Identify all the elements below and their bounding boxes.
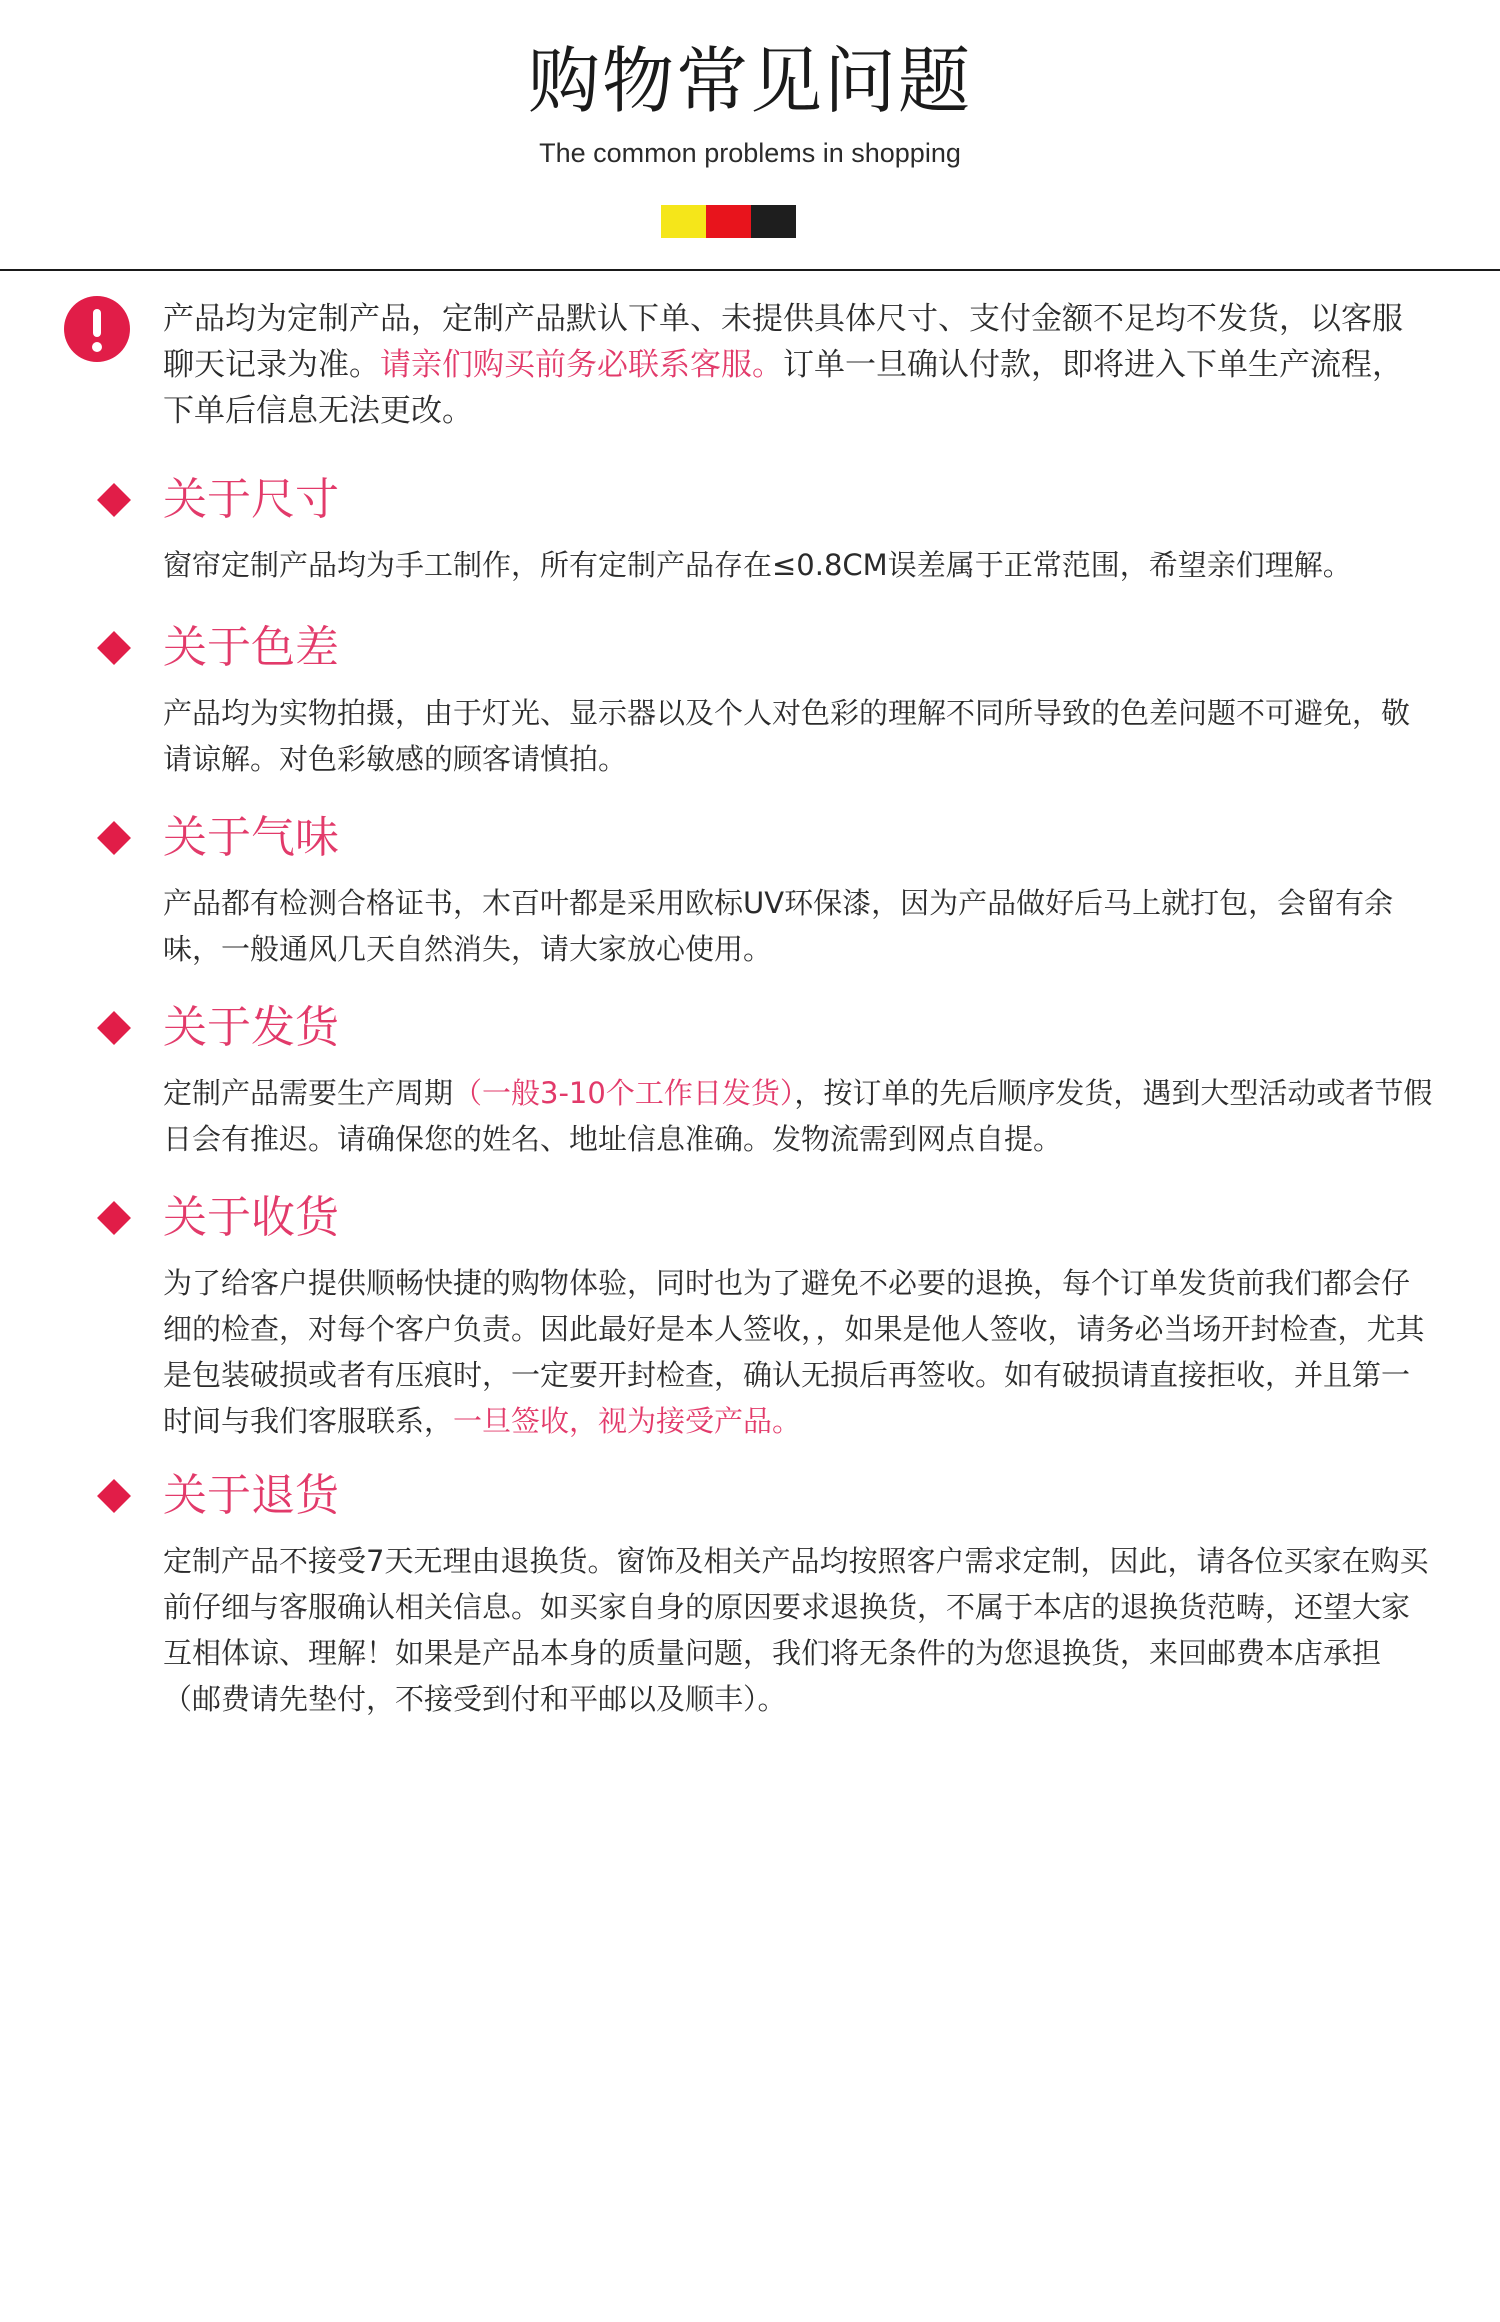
section-body-before: 为了给客户提供顺畅快捷的购物体验，同时也为了避免不必要的退换，每个订单发货前我们都会仔细的检查，对每个客户负责。因此最好是本人签收，，如果是他人签收，请务必当场开封检查，尤其是包装破损或者有压痕时，一定要开封检查，确认无损后再签收。如有破损请直接拒收，并且第一时间与我们客服联系， bbox=[163, 1266, 1425, 1438]
section-body: 产品都有检测合格证书，木百叶都是采用欧标UV环保漆，因为产品做好后马上就打包，会留有余味，一般通风几天自然消失，请大家放心使用。 bbox=[163, 886, 1394, 966]
section-title: 关于色差 bbox=[163, 622, 339, 673]
diamond-icon bbox=[97, 1479, 131, 1513]
notice-text-highlight: 请亲们购买前务必联系客服。 bbox=[380, 347, 783, 383]
notice-text-after: 订单一旦确认付款，即将进入下单生产流程，下单后信息无法更改。 bbox=[163, 347, 1403, 429]
diamond-icon bbox=[97, 631, 131, 665]
page-header bbox=[0, 0, 1500, 270]
color-swatch-black bbox=[751, 205, 796, 238]
section-title: 关于尺寸 bbox=[163, 474, 339, 525]
page-subtitle: The common problems in shopping bbox=[539, 138, 961, 168]
diamond-icon bbox=[97, 821, 131, 855]
color-swatch-yellow bbox=[661, 205, 706, 238]
notice-text-before: 产品均为定制产品，定制产品默认下单、未提供具体尺寸、支付金额不足均不发货，以客服聊天记录为准。 bbox=[163, 301, 1403, 383]
section-body bbox=[163, 1260, 1433, 1444]
diamond-icon bbox=[97, 483, 131, 517]
exclamation-dot bbox=[92, 342, 102, 352]
exclamation-bar bbox=[93, 309, 101, 337]
section-body: 定制产品不接受7天无理由退换货。窗饰及相关产品均按照客户需求定制，因此，请各位买家在购买前仔细与客服确认相关信息。如买家自身的原因要求退换货，不属于本店的退换货范畴，还望大家互相体谅、理解！如果是产品本身的质量问题，我们将无条件的为您退换货，来回邮费本店承担（邮费请先垫付，不接受到付和平邮以及顺丰）。 bbox=[163, 1544, 1429, 1716]
header-divider bbox=[0, 269, 1500, 271]
notice-text bbox=[163, 296, 1433, 434]
section-title: 关于发货 bbox=[163, 1002, 339, 1053]
section-body-after: ，按订单的先后顺序发货，遇到大型活动或者节假日会有推迟。请确保您的姓名、地址信息准确。发物流需到网点自提。 bbox=[163, 1076, 1433, 1156]
diamond-icon bbox=[97, 1011, 131, 1045]
section-title: 关于收货 bbox=[163, 1192, 339, 1243]
page-title: 购物常见问题 bbox=[527, 39, 972, 123]
diamond-icon bbox=[97, 1201, 131, 1235]
section-body-before: 定制产品需要生产周期 bbox=[163, 1076, 454, 1110]
exclamation-circle-icon bbox=[64, 296, 130, 362]
color-bar bbox=[661, 205, 796, 238]
section-body-highlight: （一般3-10个工作日发货） bbox=[453, 1076, 795, 1110]
section-title: 关于气味 bbox=[163, 812, 339, 863]
section-body: 窗帘定制产品均为手工制作，所有定制产品存在≤0.8CM误差属于正常范围，希望亲们理解。 bbox=[163, 548, 1352, 582]
section-title: 关于退货 bbox=[163, 1470, 339, 1521]
section-body bbox=[163, 1070, 1433, 1162]
color-swatch-red bbox=[706, 205, 751, 238]
section-body: 产品均为实物拍摄，由于灯光、显示器以及个人对色彩的理解不同所导致的色差问题不可避免，敬请谅解。对色彩敏感的顾客请慎拍。 bbox=[163, 696, 1411, 776]
section-body-highlight: 一旦签收，视为接受产品。 bbox=[453, 1404, 802, 1438]
